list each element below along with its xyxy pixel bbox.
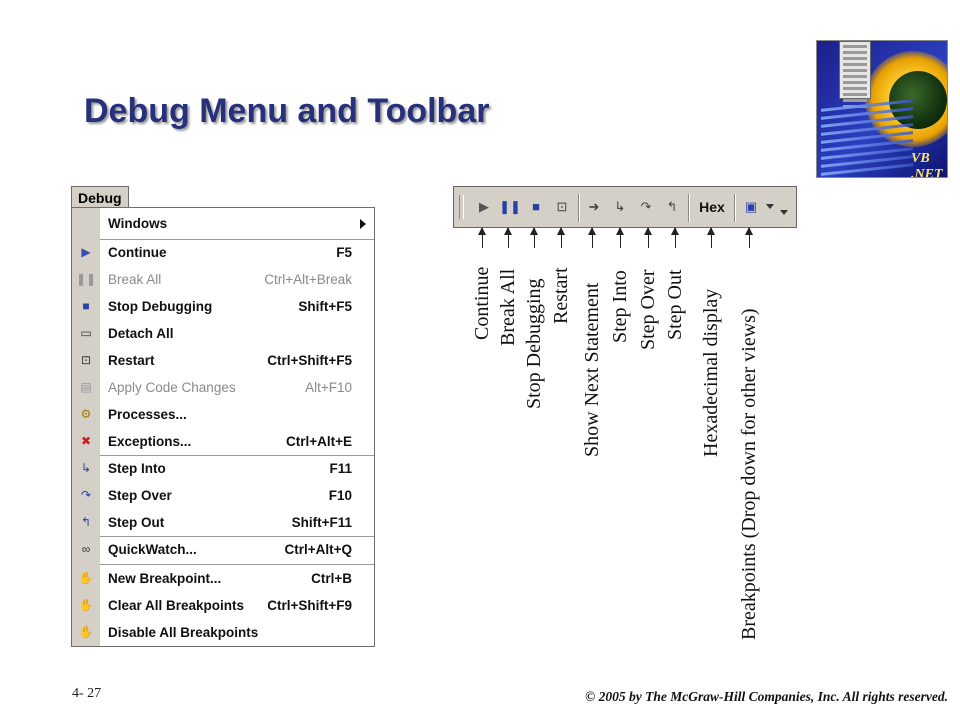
- callout-label-breakpoints: Breakpoints (Drop down for other views): [738, 308, 760, 640]
- menu-item-apply-code-changes[interactable]: [72, 374, 374, 401]
- slide-number: 4- 27: [72, 686, 102, 701]
- step-into-icon: ↳: [80, 461, 92, 475]
- toolbar-step-over-button[interactable]: [634, 196, 658, 218]
- menu-item-step-into[interactable]: [72, 455, 374, 482]
- menu-item-label: Apply Code Changes: [108, 380, 236, 395]
- continue-icon: ▶: [479, 199, 489, 214]
- menu-item-label: Step Into: [108, 461, 166, 476]
- menu-item-label: Exceptions...: [108, 434, 192, 449]
- step-into-icon: ↳: [614, 199, 626, 214]
- restart-icon: ⊡: [556, 199, 568, 214]
- callout-label-hexadecimal-display: Hexadecimal display: [700, 288, 722, 457]
- menu-item-exceptions[interactable]: [72, 428, 374, 455]
- restart-icon: ⊡: [80, 353, 92, 367]
- menu-item-detach-all[interactable]: [72, 320, 374, 347]
- debug-menu-panel: [71, 207, 375, 647]
- step-over-icon: ↷: [80, 488, 92, 502]
- vb-net-logo: [816, 40, 948, 178]
- menu-item-label: Disable All Breakpoints: [108, 625, 259, 640]
- menu-item-shortcut: F10: [328, 488, 352, 503]
- menu-item-shortcut: Alt+F10: [305, 380, 352, 395]
- menu-item-label: Clear All Breakpoints: [108, 598, 245, 613]
- processes-icon: ⚙: [80, 407, 92, 421]
- break-all-icon: ❚❚: [76, 272, 97, 286]
- menu-item-label: New Breakpoint...: [108, 571, 222, 586]
- callout-line-restart: [561, 228, 562, 248]
- menu-item-label: Step Out: [108, 515, 165, 530]
- show-next-statement-icon: ➜: [588, 199, 600, 214]
- menu-item-shortcut: Ctrl+Shift+F5: [267, 353, 352, 368]
- callout-label-show-next-statement: Show Next Statement: [581, 282, 603, 457]
- debug-menu: [70, 185, 376, 647]
- callout-label-stop-debugging: Stop Debugging: [523, 278, 545, 409]
- menu-item-label: QuickWatch...: [108, 542, 197, 557]
- menu-item-windows[interactable]: [72, 210, 374, 237]
- menu-item-label: Windows: [108, 216, 168, 231]
- callout-label-continue: Continue: [471, 266, 493, 340]
- menu-item-continue[interactable]: [72, 239, 374, 266]
- toolbar-restart-button[interactable]: [550, 196, 574, 218]
- menu-item-restart[interactable]: [72, 347, 374, 374]
- callout-line-step-over: [648, 228, 649, 248]
- step-out-icon: ↰: [80, 515, 92, 529]
- toolbar-break-all-button[interactable]: [498, 196, 522, 218]
- callout-label-step-over: Step Over: [637, 269, 659, 350]
- menu-item-shortcut: Shift+F5: [298, 299, 352, 314]
- screenshot-thumbnail: [839, 41, 871, 99]
- menu-item-stop-debugging[interactable]: [72, 293, 374, 320]
- menu-item-shortcut: F5: [336, 245, 352, 260]
- callout-line-breakpoints: [749, 228, 750, 248]
- callout-line-step-out: [675, 228, 676, 248]
- clear-all-breakpoints-icon: ✋: [78, 598, 94, 612]
- menu-item-label: Detach All: [108, 326, 174, 341]
- detach-all-icon: ▭: [80, 326, 92, 340]
- apply-code-changes-icon: ▤: [80, 380, 92, 394]
- toolbar-step-out-button[interactable]: [660, 196, 684, 218]
- menu-item-label: Restart: [108, 353, 155, 368]
- toolbar-continue-button[interactable]: [472, 196, 496, 218]
- menu-item-shortcut: Ctrl+Shift+F9: [267, 598, 352, 613]
- callout-line-continue: [482, 228, 483, 248]
- toolbar-options-chevron-icon[interactable]: [780, 210, 788, 215]
- menu-item-label: Break All: [108, 272, 162, 287]
- breakpoints-window-icon: ▣: [744, 199, 758, 214]
- break-all-icon: ❚❚: [499, 199, 521, 214]
- toolbar-breakpoints-button[interactable]: [739, 196, 763, 218]
- menu-item-label: Continue: [108, 245, 167, 260]
- callout-line-stop-debugging: [534, 228, 535, 248]
- copyright-notice: © 2005 by The McGraw-Hill Companies, Inc. All rights reserved.: [585, 689, 948, 704]
- toolbar-separator: [734, 194, 736, 222]
- callout-label-step-into: Step Into: [609, 270, 631, 343]
- menu-item-quickwatch[interactable]: [72, 536, 374, 563]
- menu-item-step-over[interactable]: [72, 482, 374, 509]
- step-out-icon: ↰: [666, 199, 678, 214]
- toolbar-separator: [578, 194, 580, 222]
- toolbar-stop-debugging-button[interactable]: [524, 196, 548, 218]
- menu-item-processes[interactable]: [72, 401, 374, 428]
- menu-item-shortcut: Ctrl+Alt+Break: [264, 272, 352, 287]
- step-over-icon: ↷: [640, 199, 652, 214]
- menu-item-label: Step Over: [108, 488, 172, 503]
- vb-net-logo-text: VB .NET: [911, 151, 943, 178]
- callout-label-break-all: Break All: [497, 268, 519, 346]
- menu-item-shortcut: Ctrl+Alt+Q: [284, 542, 352, 557]
- callout-label-restart: Restart: [550, 267, 572, 324]
- toolbar-step-into-button[interactable]: [608, 196, 632, 218]
- new-breakpoint-icon: ✋: [78, 571, 94, 585]
- windows-icon: [76, 215, 96, 232]
- slide-title: Debug Menu and Toolbar: [84, 92, 490, 130]
- exceptions-icon: ✖: [80, 434, 92, 448]
- quickwatch-icon: ∞: [81, 542, 91, 556]
- menu-item-shortcut: Shift+F11: [291, 515, 352, 530]
- toolbar-grip-handle[interactable]: [459, 195, 464, 219]
- stop-debugging-icon: ■: [532, 199, 540, 214]
- disable-all-breakpoints-icon: ✋: [78, 625, 94, 639]
- stop-debugging-icon: ■: [82, 299, 90, 313]
- menu-item-disable-all-breakpoints[interactable]: [72, 619, 374, 646]
- menu-item-break-all[interactable]: [72, 266, 374, 293]
- debug-menu-title[interactable]: Debug: [71, 186, 129, 208]
- menu-item-label: Stop Debugging: [108, 299, 213, 314]
- breakpoints-dropdown-icon[interactable]: [766, 204, 774, 209]
- callout-line-break-all: [508, 228, 509, 248]
- toolbar-separator: [688, 194, 690, 222]
- toolbar-show-next-statement-button[interactable]: [582, 196, 606, 218]
- submenu-arrow-icon: [360, 219, 366, 229]
- menu-item-shortcut: Ctrl+Alt+E: [285, 434, 352, 449]
- menu-item-step-out[interactable]: [72, 509, 374, 536]
- menu-item-new-breakpoint[interactable]: [72, 565, 374, 592]
- debug-toolbar: [453, 186, 797, 228]
- menu-item-shortcut: Ctrl+B: [311, 571, 352, 586]
- callout-line-show-next-statement: [592, 228, 593, 248]
- menu-item-shortcut: F11: [329, 461, 352, 476]
- callout-label-step-out: Step Out: [664, 269, 686, 340]
- callout-line-hexadecimal-display: [711, 228, 712, 248]
- toolbar-hex-button[interactable]: Hex: [699, 199, 725, 215]
- menu-item-clear-all-breakpoints[interactable]: [72, 592, 374, 619]
- continue-icon: ▶: [81, 245, 91, 259]
- menu-item-label: Processes...: [108, 407, 187, 422]
- callout-line-step-into: [620, 228, 621, 248]
